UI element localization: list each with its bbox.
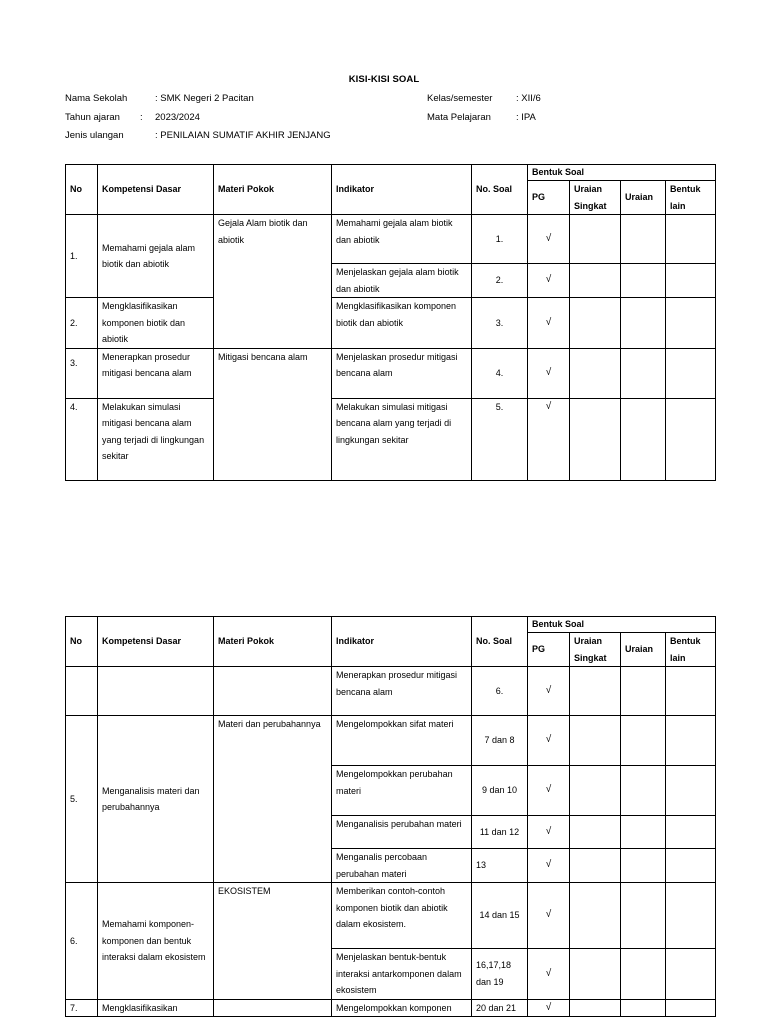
- row-indikator: Menerapkan prosedur mitigasi bencana alam: [332, 667, 472, 716]
- table-row: [66, 999, 716, 1017]
- table-row: [66, 667, 716, 716]
- tahun-ajaran-label: Tahun ajaran: [65, 112, 120, 123]
- header-bentuk-lain: Bentuk lain: [666, 633, 716, 667]
- row-indikator: Memahami gejala alam biotik dan abiotik: [332, 215, 472, 264]
- row-no: 6.: [66, 883, 98, 1000]
- header-bentuk-soal: Bentuk Soal: [528, 165, 716, 181]
- row-kompetensi: Mengklasifikasikan: [98, 999, 214, 1017]
- row-indikator: Melakukan simulasi mitigasi bencana alam yang terjadi di lingkungan sekitar: [332, 398, 472, 480]
- row-indikator: Mengelompokkan sifat materi: [332, 716, 472, 766]
- row-indikator: Mengklasifikasikan komponen biotik dan abiotik: [332, 298, 472, 349]
- row-indikator: Mengelompokkan perubahan materi: [332, 766, 472, 816]
- header-indikator: Indikator: [332, 165, 472, 215]
- row-no: 5.: [66, 716, 98, 883]
- table-row: [66, 398, 716, 480]
- nama-sekolah-value: : SMK Negeri 2 Pacitan: [155, 93, 254, 104]
- kisi-table-2: [65, 616, 716, 1017]
- check-icon: √: [528, 716, 570, 766]
- header-bentuk-soal: Bentuk Soal: [528, 617, 716, 633]
- row-kompetensi: Mengklasifikasikan komponen biotik dan abiotik: [98, 298, 214, 349]
- header-uraian-singkat: Uraian Singkat: [570, 181, 621, 215]
- header-materi-pokok: Materi Pokok: [214, 617, 332, 667]
- row-no-soal: 1.: [472, 215, 528, 264]
- check-icon: √: [528, 215, 570, 264]
- row-materi: Mitigasi bencana alam: [214, 348, 332, 480]
- row-materi: Materi dan perubahannya: [214, 716, 332, 883]
- row-no-soal: 6.: [472, 667, 528, 716]
- row-no-soal: 9 dan 10: [472, 766, 528, 816]
- row-indikator: Menjelaskan bentuk-bentuk interaksi antarkomponen dalam ekosistem: [332, 949, 472, 1000]
- table-row: [66, 215, 716, 264]
- row-indikator: Menganalisis perubahan materi: [332, 816, 472, 849]
- row-indikator: Menganalis percobaan perubahan materi: [332, 849, 472, 883]
- check-icon: √: [528, 348, 570, 398]
- row-no-soal: 2.: [472, 264, 528, 298]
- check-icon: √: [528, 398, 570, 480]
- check-icon: √: [528, 883, 570, 949]
- header-no: No: [66, 617, 98, 667]
- header-kompetensi-dasar: Kompetensi Dasar: [98, 617, 214, 667]
- header-uraian-singkat: Uraian Singkat: [570, 633, 621, 667]
- row-no-soal: 4.: [472, 348, 528, 398]
- row-kompetensi: Menganalisis materi dan perubahannya: [98, 716, 214, 883]
- mata-pelajaran-label: Mata Pelajaran: [427, 112, 491, 123]
- kelas-semester-label: Kelas/semester: [427, 93, 493, 104]
- row-no: 1.: [66, 215, 98, 298]
- header-kompetensi-dasar: Kompetensi Dasar: [98, 165, 214, 215]
- header-no: No: [66, 165, 98, 215]
- header-bentuk-lain: Bentuk lain: [666, 181, 716, 215]
- row-indikator: Mengelompokkan komponen: [332, 999, 472, 1017]
- check-icon: √: [528, 298, 570, 349]
- check-icon: √: [528, 999, 570, 1017]
- row-no: 7.: [66, 999, 98, 1017]
- row-no: 2.: [66, 298, 98, 349]
- row-no-soal: 3.: [472, 298, 528, 349]
- row-kompetensi: Menerapkan prosedur mitigasi bencana alam: [98, 348, 214, 398]
- check-icon: √: [528, 264, 570, 298]
- check-icon: √: [528, 849, 570, 883]
- row-kompetensi: Melakukan simulasi mitigasi bencana alam yang terjadi di lingkungan sekitar: [98, 398, 214, 480]
- check-icon: √: [528, 667, 570, 716]
- row-indikator: Menjelaskan gejala alam biotik dan abiotik: [332, 264, 472, 298]
- row-no: 3.: [66, 348, 98, 398]
- row-materi: EKOSISTEM: [214, 883, 332, 1000]
- row-indikator: Menjelaskan prosedur mitigasi bencana alam: [332, 348, 472, 398]
- header-no-soal: No. Soal: [472, 617, 528, 667]
- row-kompetensi: Memahami komponen-komponen dan bentuk interaksi dalam ekosistem: [98, 883, 214, 1000]
- row-no-soal: 7 dan 8: [472, 716, 528, 766]
- tahun-ajaran-sep: :: [140, 112, 143, 123]
- document-title: KISI-KISI SOAL: [348, 74, 420, 85]
- table-row: [66, 883, 716, 949]
- kisi-table-1: [65, 164, 716, 481]
- row-no: 4.: [66, 398, 98, 480]
- header-pg: PG: [528, 633, 570, 667]
- table-row: [66, 716, 716, 766]
- nama-sekolah-label: Nama Sekolah: [65, 93, 128, 104]
- row-materi: Gejala Alam biotik dan abiotik: [214, 215, 332, 349]
- header-no-soal: No. Soal: [472, 165, 528, 215]
- row-no-soal: 13: [472, 849, 528, 883]
- jenis-ulangan-label: Jenis ulangan: [65, 130, 124, 141]
- row-no-soal: 16,17,18 dan 19: [472, 949, 528, 1000]
- header-uraian: Uraian: [621, 181, 666, 215]
- header-indikator: Indikator: [332, 617, 472, 667]
- mata-pelajaran-value: : IPA: [516, 112, 536, 123]
- table-row: [66, 348, 716, 398]
- jenis-ulangan-value: : PENILAIAN SUMATIF AKHIR JENJANG: [155, 130, 331, 141]
- row-no-soal: 5.: [472, 398, 528, 480]
- table-row: [66, 298, 716, 349]
- row-kompetensi: Memahami gejala alam biotik dan abiotik: [98, 215, 214, 298]
- check-icon: √: [528, 816, 570, 849]
- tahun-ajaran-value: 2023/2024: [155, 112, 200, 123]
- check-icon: √: [528, 766, 570, 816]
- row-no-soal: 11 dan 12: [472, 816, 528, 849]
- header-materi-pokok: Materi Pokok: [214, 165, 332, 215]
- header-uraian: Uraian: [621, 633, 666, 667]
- header-pg: PG: [528, 181, 570, 215]
- kelas-semester-value: : XII/6: [516, 93, 541, 104]
- row-indikator: Memberikan contoh-contoh komponen biotik dan abiotik dalam ekosistem.: [332, 883, 472, 949]
- row-no-soal: 14 dan 15: [472, 883, 528, 949]
- check-icon: √: [528, 949, 570, 1000]
- row-no-soal: 20 dan 21: [472, 999, 528, 1017]
